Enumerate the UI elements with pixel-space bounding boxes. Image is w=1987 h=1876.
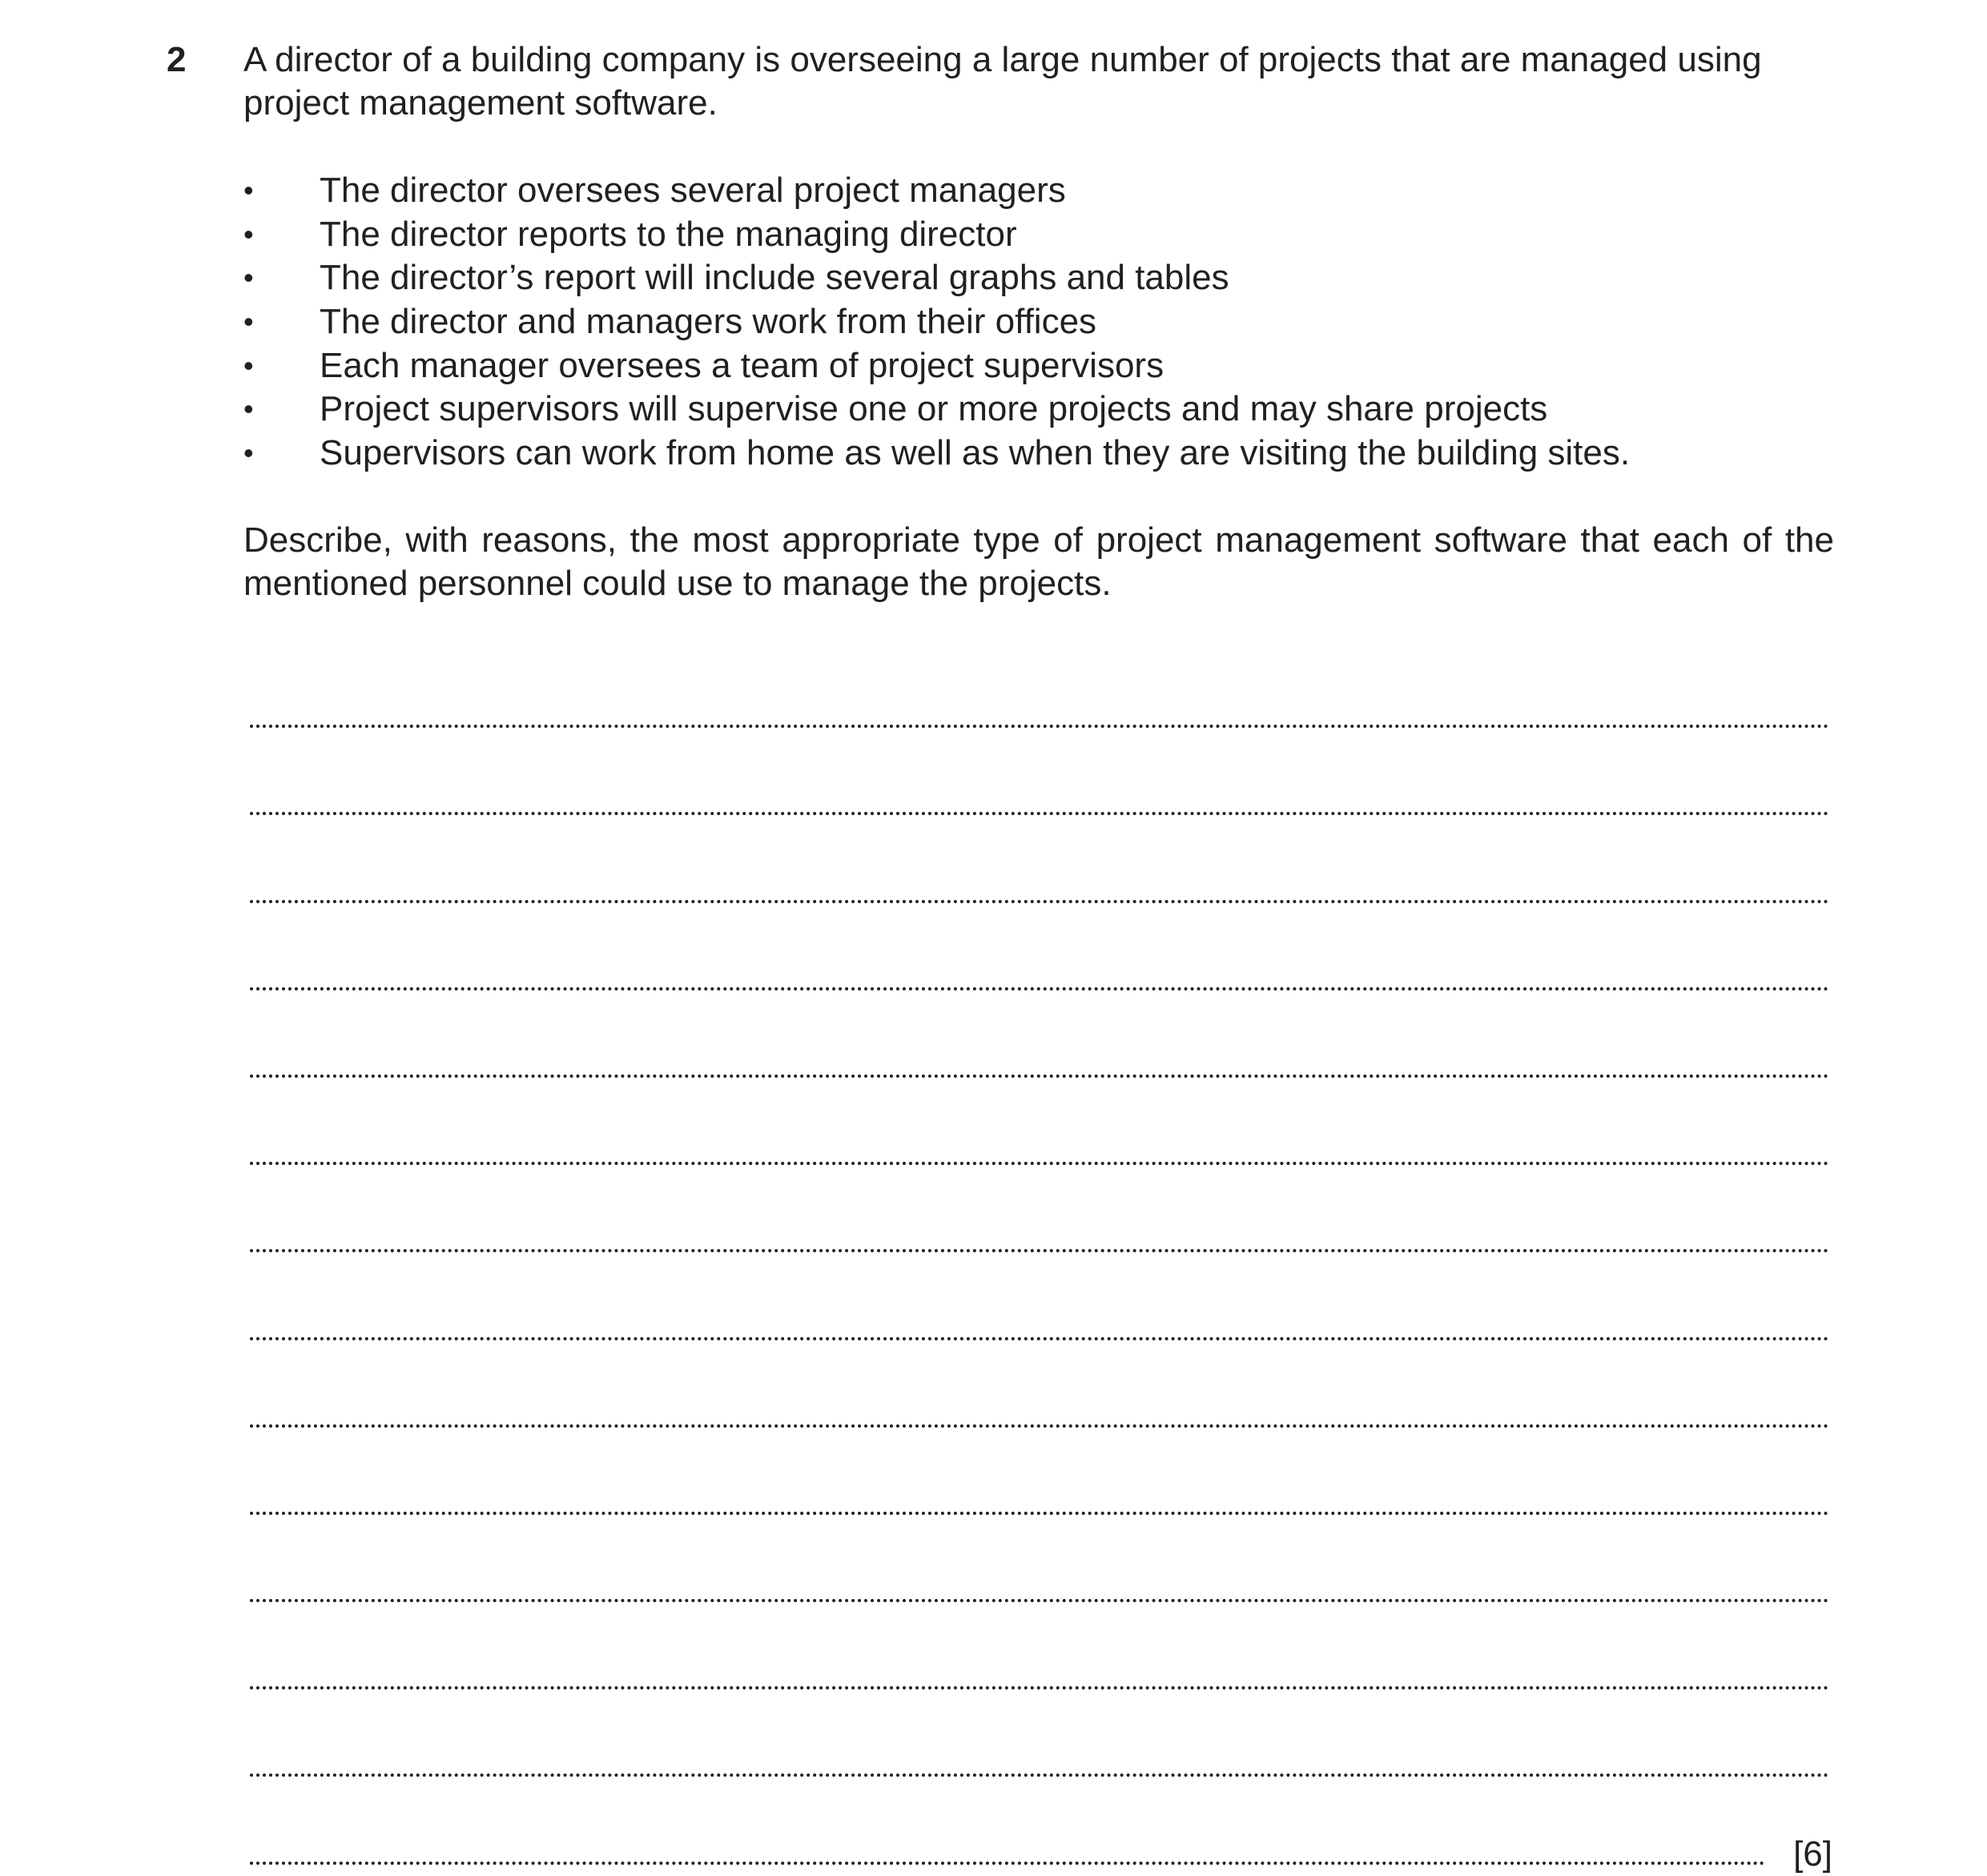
bullet-item xyxy=(243,169,1834,213)
bullet-dot: • xyxy=(243,392,254,426)
bullet-item xyxy=(243,256,1834,300)
bullet-dot: • xyxy=(243,174,254,207)
answer-line[interactable] xyxy=(250,641,1829,728)
bullet-dot: • xyxy=(243,261,254,295)
bullet-dot: • xyxy=(243,348,254,382)
answer-line[interactable] xyxy=(250,1340,1829,1428)
answer-line[interactable] xyxy=(250,1252,1829,1340)
answer-line[interactable] xyxy=(250,1428,1829,1515)
marks-label: [6] xyxy=(1793,1834,1832,1874)
bullet-item xyxy=(243,300,1834,344)
answer-line[interactable] xyxy=(250,1078,1829,1165)
question-instruction: Describe, with reasons, the most appropriate type of project management software that each of the mentioned personnel could use to manage the projects. xyxy=(243,520,1834,603)
answer-line[interactable] xyxy=(250,903,1829,990)
bullet-item xyxy=(243,344,1834,388)
bullet-text: The director oversees several project managers xyxy=(320,171,1066,210)
answer-line[interactable] xyxy=(250,990,1829,1078)
answer-line[interactable] xyxy=(250,728,1829,815)
bullet-item xyxy=(243,388,1834,432)
question-number: 2 xyxy=(167,40,187,79)
answer-line[interactable] xyxy=(250,1689,1829,1777)
bullet-text: The director and managers work from their offices xyxy=(320,301,1097,341)
bullet-text: Each manager oversees a team of project supervisors xyxy=(320,345,1164,385)
bullet-dot: • xyxy=(243,436,254,469)
answer-line[interactable] xyxy=(250,1602,1829,1689)
question-intro: A director of a building company is overseeing a large number of projects that are managed using project management software. xyxy=(243,40,1762,123)
bullet-dot: • xyxy=(243,304,254,338)
answer-line[interactable] xyxy=(250,1777,1832,1874)
bullet-text: The director’s report will include several graphs and tables xyxy=(320,258,1229,298)
answer-area[interactable] xyxy=(250,641,1832,1874)
answer-line[interactable] xyxy=(250,1515,1829,1602)
bullet-dot: • xyxy=(243,217,254,251)
bullet-item xyxy=(243,213,1834,257)
dotted-rule xyxy=(250,1862,1765,1865)
bullet-text: Project supervisors will supervise one or more projects and may share projects xyxy=(320,389,1548,429)
bullet-text: Supervisors can work from home as well as when they are visiting the building sites. xyxy=(320,432,1631,472)
answer-line[interactable] xyxy=(250,1165,1829,1252)
bullet-text: The director reports to the managing director xyxy=(320,214,1017,254)
bullet-list xyxy=(243,169,1834,476)
answer-line[interactable] xyxy=(250,815,1829,902)
bullet-item xyxy=(243,432,1834,476)
